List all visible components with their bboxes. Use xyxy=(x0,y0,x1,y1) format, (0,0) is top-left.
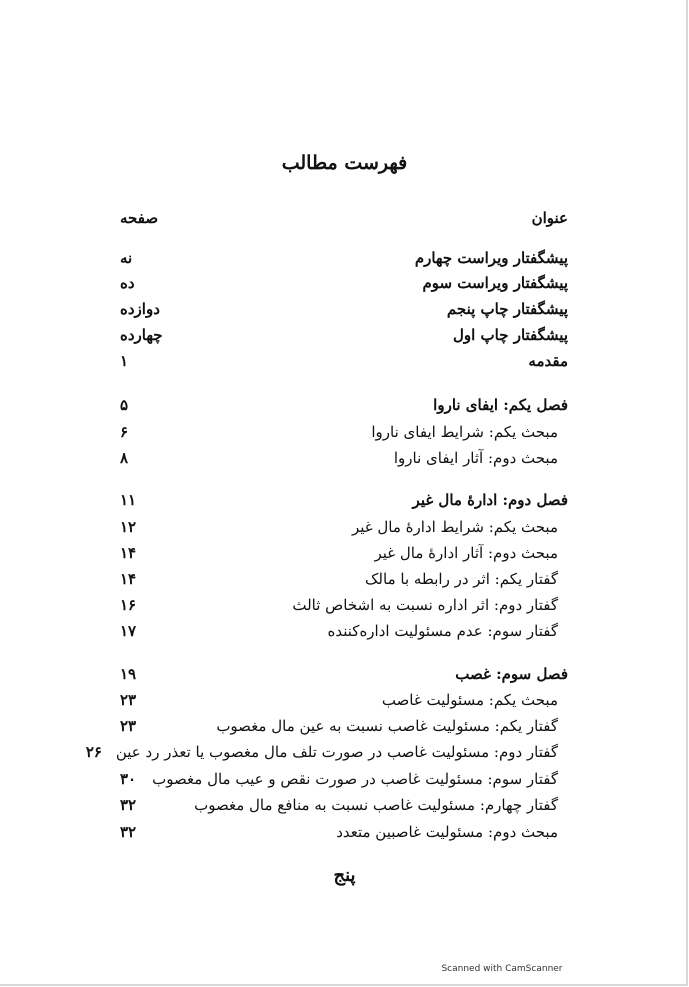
page-title: فهرست مطالب xyxy=(281,152,408,174)
toc-entry-page: ۳۰ xyxy=(120,770,137,788)
toc-entry-page: چهارده xyxy=(120,326,163,344)
toc-entry xyxy=(120,662,568,686)
toc-entry xyxy=(120,246,568,270)
toc-entry-title: گفتار دوم: اثر اداره نسبت به اشخاص ثالث xyxy=(292,596,558,614)
toc-entry xyxy=(120,323,568,347)
toc-entry-title: مقدمه xyxy=(528,352,568,370)
toc-entry-page: ۸ xyxy=(120,449,129,467)
toc-entry-title: پیشگفتار چاپ اول xyxy=(452,326,568,344)
toc-entry-title: گفتار یکم: اثر در رابطه با مالک xyxy=(365,570,558,588)
toc-entry-title: پیشگفتار چاپ پنجم xyxy=(446,300,568,318)
toc-entry xyxy=(120,714,568,738)
toc-entry-page: ۱۴ xyxy=(120,570,137,588)
scanner-watermark: Scanned with CamScanner xyxy=(441,964,563,974)
title-column-header: عنوان xyxy=(531,209,568,227)
toc-entry xyxy=(120,488,568,512)
toc-entry-page: ۳۲ xyxy=(120,823,137,841)
toc-entry-page: ۲۶ xyxy=(85,743,102,761)
toc-entry-title: مبحث دوم: آثار ادارهٔ مال غیر xyxy=(374,544,558,562)
toc-entry-title: مبحث یکم: مسئولیت غاصب xyxy=(381,691,558,709)
toc-entry-title: گفتار دوم: مسئولیت غاصب در صورت تلف مال مغصوب یا تعذر رد عین xyxy=(115,743,558,761)
toc-entry xyxy=(120,515,568,539)
toc-entry-page: ۱۹ xyxy=(120,665,137,683)
toc-entry xyxy=(120,446,568,470)
toc-entry xyxy=(120,567,568,591)
toc-entry-title: مبحث دوم: آثار ایفای ناروا xyxy=(393,449,558,467)
toc-entry-title: فصل یکم: ایفای ناروا xyxy=(433,396,568,414)
toc-entry-page: دوازده xyxy=(120,300,160,318)
toc-entry xyxy=(120,820,568,844)
toc-entry-title: فصل سوم: غصب xyxy=(455,665,568,683)
toc-entry-page: ۵ xyxy=(120,396,129,414)
toc-entry-title: مبحث دوم: مسئولیت غاصبین متعدد xyxy=(336,823,558,841)
toc-entry xyxy=(85,740,568,764)
toc-header xyxy=(120,206,568,230)
toc-entry-page: ۶ xyxy=(120,423,129,441)
toc-entry-title: گفتار یکم: مسئولیت غاصب نسبت به عین مال مغصوب xyxy=(216,717,558,735)
toc-entry-page: ۱ xyxy=(120,352,129,370)
toc-entry-page: نه xyxy=(120,249,133,267)
toc-entry-page: ۲۳ xyxy=(120,691,137,709)
toc-entry xyxy=(120,767,568,791)
toc-entry-page: ۱۴ xyxy=(120,544,137,562)
toc-entry-title: پیشگفتار ویراست چهارم xyxy=(414,249,568,267)
toc-entry xyxy=(120,619,568,643)
toc-entry-page: ۲۳ xyxy=(120,717,137,735)
toc-entry xyxy=(120,541,568,565)
toc-entry xyxy=(120,793,568,817)
toc-entry xyxy=(120,271,568,295)
toc-entry-page: ۳۲ xyxy=(120,796,137,814)
toc-entry xyxy=(120,688,568,712)
toc-entry-page: ده xyxy=(120,274,135,292)
toc-entry-title: فصل دوم: ادارهٔ مال غیر xyxy=(412,491,568,509)
toc-entry-page: ۱۶ xyxy=(120,596,137,614)
page-number-label: پنج xyxy=(333,865,356,886)
toc-entry xyxy=(120,393,568,417)
toc-entry-page: ۱۱ xyxy=(120,491,137,509)
toc-entry xyxy=(120,593,568,617)
toc-entry xyxy=(120,349,568,373)
toc-entry-title: گفتار سوم: مسئولیت غاصب در صورت نقص و عیب مال مغصوب xyxy=(152,770,558,788)
toc-entry-page: ۱۲ xyxy=(120,518,137,536)
toc-entry xyxy=(120,420,568,444)
toc-entry xyxy=(120,297,568,321)
toc-entry-page: ۱۷ xyxy=(120,622,137,640)
toc-entry-title: پیشگفتار ویراست سوم xyxy=(422,274,568,292)
toc-entry-title: گفتار سوم: عدم مسئولیت اداره‌کننده xyxy=(327,622,558,640)
toc-entry-title: گفتار چهارم: مسئولیت غاصب نسبت به منافع مال مغصوب xyxy=(194,796,558,814)
toc-entry-title: مبحث یکم: شرایط ایفای ناروا xyxy=(371,423,558,441)
page-column-header: صفحه xyxy=(120,209,159,227)
toc-entry-title: مبحث یکم: شرایط ادارهٔ مال غیر xyxy=(351,518,558,536)
